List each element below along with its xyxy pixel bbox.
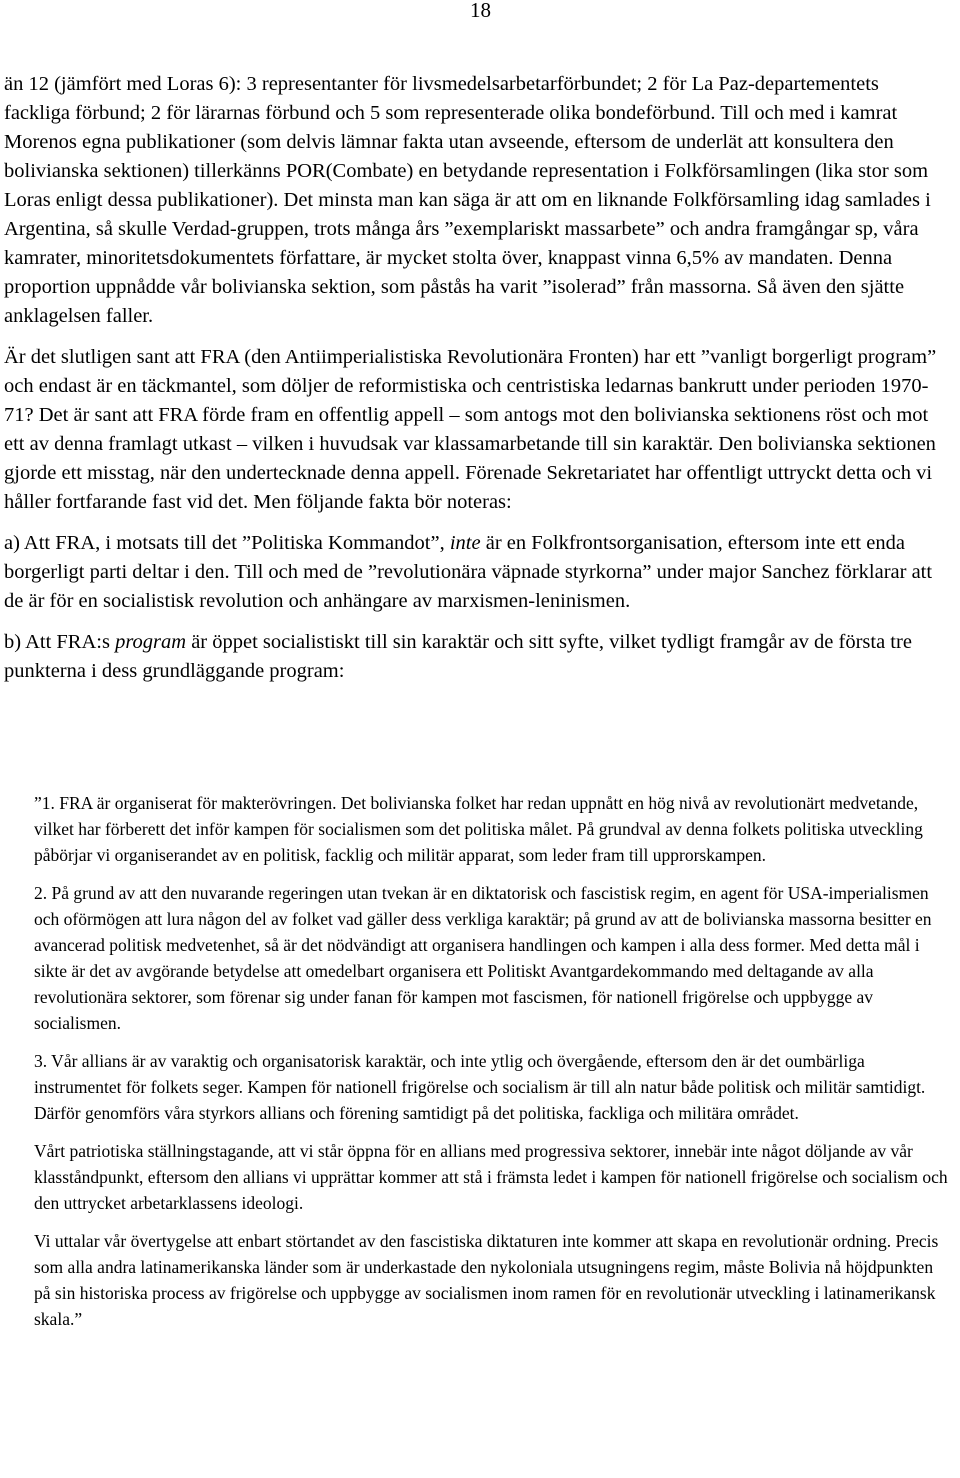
paragraph bbox=[4, 529, 950, 616]
text-run: b) Att FRA:s bbox=[4, 631, 116, 653]
paragraph bbox=[4, 628, 950, 686]
document-body bbox=[4, 70, 950, 698]
paragraph: än 12 (jämfört med Loras 6): 3 representanter för livsmedelsarbetarförbundet; 2 för La Paz-departementets fackliga förbund; 2 för lärarnas förbund och 5 som representerade olika bondeförbund. Till och med i kamrat Morenos egna publikationer (som delvis lämnar fakta utan avseende, eftersom de underlät att konsultera den bolivianska sektionen) tillerkänns POR(Combate) en betydande representation i Folkförsamlingen (lika stor som Loras enligt dessa publikationer). Det minsta man kan säga är att om en liknande Folkförsamling idag samlades i Argentina, så skulle Verdad-gruppen, trots många års ”exemplariskt massarbete” och andra framgångar sp, våra kamrater, minoritetsdokumentets författare, är mycket stolta över, knappast vinna 6,5% av mandaten. Denna proportion uppnådde vår bolivianska sektion, som påstås ha varit ”isolerad” från massorna. Så även den sjätte anklagelsen faller. bbox=[4, 73, 931, 327]
quote-paragraph: 2. På grund av att den nuvarande regeringen utan tvekan är en diktatorisk och fascistisk regim, en agent för USA-imperialismen och oförmögen att lura någon del av folket vad gäller dess verkliga karaktär; på grund av att de bolivianska massorna besitter en avancerad politisk medvetenhet, så är det nödvändigt att organisera handlingen och kampen i alla dess former. Med detta mål i sikte är det av avgörande betydelse att omedelbart organisera ett Politiskt Avantgardekommando med deltagande av alla revolutionära sektorer, som förenar sig under fanan för kampen mot fascismen, för nationell frigörelse och uppbygge av socialismen. bbox=[34, 883, 932, 1033]
quote-paragraph: ”1. FRA är organiserat för makterövringen. Det bolivianska folket har redan uppnått en hög nivå av revolutionärt medvetande, vilket har förberett det inför kampen för socialismen som det politiska målet. På grundval av denna folkets politiska utveckling påbörjar vi organiserandet av en politisk, facklig och militär apparat, som leder fram till upprorskampen. bbox=[34, 793, 923, 865]
quote-paragraph: 3. Vår allians är av varaktig och organisatorisk karaktär, och inte ytlig och övergående, eftersom den är det oumbärliga instrumentet för folkets seger. Kampen för nationell frigörelse och socialism är till aln natur både politisk och militär samtidigt. Därför genomförs våra styrkors allians och förening samtidigt på det politiska, fackliga och militära området. bbox=[34, 1051, 926, 1123]
quote-paragraph: Vi uttalar vår övertygelse att enbart störtandet av den fascistiska diktaturen inte kommer att skapa en revolutionär ordning. Precis som alla andra latinamerikanska länder som är underkastade den nykoloniala utsugningens regim, måste Bolivia nå höjdpunkten på sin historiska process av frigörelse och uppbygge av socialismen inom ramen för en revolutionär utveckling i latinamerikansk skala.” bbox=[34, 1231, 939, 1329]
quote-paragraph: Vårt patriotiska ställningstagande, att vi står öppna för en allians med progressiva sektorer, innebär inte något döljande av vår klasståndpunkt, eftersom den allians vi upprättar kommer att stå i främsta ledet i kampen för nationell frigörelse och socialism och den uttrycket arbetarklassens ideologi. bbox=[34, 1141, 948, 1213]
text-run: a) Att FRA, i motsats till det ”Politiska Kommandot”, bbox=[4, 532, 450, 554]
page-number: 18 bbox=[470, 0, 491, 22]
block-quote bbox=[34, 790, 952, 1344]
text-run: är öppet socialistiskt till sin karaktär och sitt syfte, vilket tydligt framgår av de första tre punkterna i dess grundläggande program: bbox=[4, 631, 912, 682]
text-run: är en Folkfrontsorganisation, eftersom inte ett enda borgerligt parti deltar i den. Till och med de ”revolutionära väpnade styrkorna” under major Sanchez förklarar att de är för en socialistisk revolution och anhängare av marxismen-leninismen. bbox=[4, 532, 933, 612]
emphasis: program bbox=[115, 631, 187, 653]
emphasis: inte bbox=[449, 532, 481, 554]
paragraph: Är det slutligen sant att FRA (den Antiimperialistiska Revolutionära Fronten) har ett ”vanligt borgerligt program” och endast är en täckmantel, som döljer de reformistiska och centristiska ledarnas bankrutt under perioden 1970-71? Det är sant att FRA förde fram en offentlig appell – som antogs mot den bolivianska sektionens röst och mot ett av denna framlagt utkast – vilken i huvudsak var klassamarbetande till sin karaktär. Den bolivianska sektionen gjorde ett misstag, när den undertecknade denna appell. Förenade Sekretariatet har offentligt uttryckt detta och vi håller fortfarande fast vid det. Men följande fakta bör noteras: bbox=[4, 346, 937, 513]
